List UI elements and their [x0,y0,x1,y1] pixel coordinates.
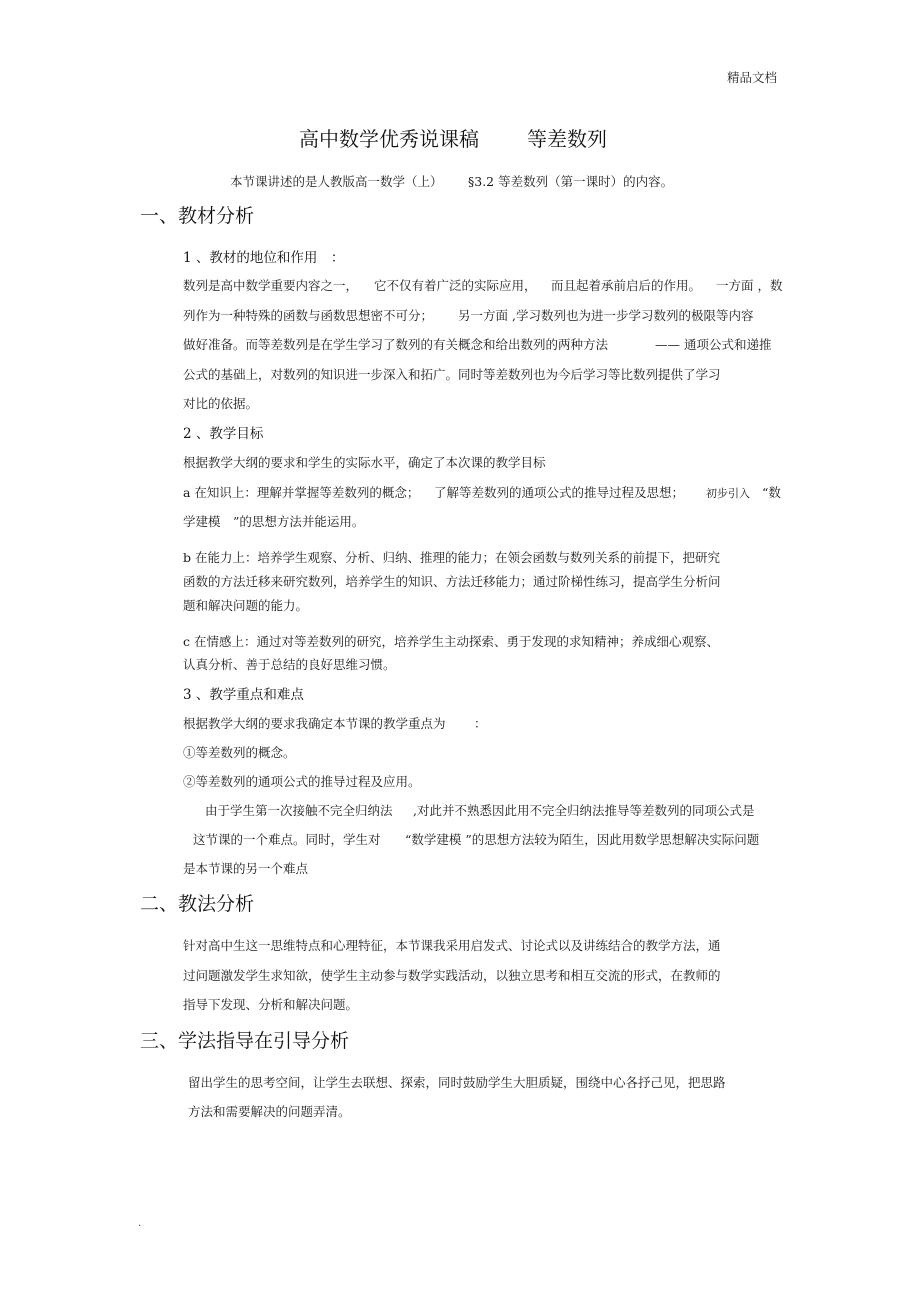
document-title-topic: 等差数列 [527,127,607,151]
goal-emotion: c 在情感上：通过对等差数列的研究，培养学生主动探索、勇于发现的求知精神；养成细心观察、 [183,634,719,649]
paragraph-line: 它不仅有着广泛的实际应用， [374,278,537,293]
difficulty-line: ,对此并不熟悉因此用不完全归纳法推导等差数列的同项公式是 [413,803,755,818]
key-point-item: ②等差数列的通项公式的推导过程及应用。 [183,774,421,789]
section-heading-3: 三、学法指导在引导分析 [140,1030,350,1052]
paragraph-line: 根据教学大纲的要求我确定本节课的教学重点为 [183,716,446,731]
paragraph-line: ： [474,716,487,731]
difficulty-line: 由于学生第一次接触不完全归纳法 [205,803,393,818]
paragraph-line: 而且起着承前启后的作用。 [551,278,702,293]
paragraph-line: 另一方面 ,学习数列也为进一步学习数列的极限等内容 [458,308,754,323]
paragraph-line: 对比的依据。 [183,396,259,411]
goal-knowledge: a 在知识上：理解并掌握等差数列的概念； [183,485,420,500]
key-point-item: ①等差数列的概念。 [183,745,296,760]
difficulty-line: “数学建模 ”的思想方法较为陌生，因此用数学思想解决实际问题 [405,832,760,847]
section-heading-1: 一、教材分析 [140,205,255,227]
paragraph-line: 方法和需要解决的问题弄清。 [188,1104,351,1119]
goal-knowledge: 了解等差数列的通项公式的推导过程及思想； [434,485,685,500]
paragraph-line: 指导下发现、分析和解决问题。 [183,997,359,1012]
intro-ref: §3.2 等差数列（第一课时）的内容。 [468,174,674,189]
paragraph-line: 公式的基础上，对数列的知识进一步深入和拓广。同时等差数列也为今后学习等比数列提供了学习 [183,367,721,382]
paragraph-line: —— 通项公式和递推 [655,337,772,352]
intro-text: 本节课讲述的是人教版高一数学（上） [230,174,443,189]
goal-ability: 函数的方法迁移来研究数列，培养学生的知识、方法迁移能力；通过阶梯性练习，提高学生分析问 [183,574,721,589]
paragraph-line: 一方面 ，数 [716,278,783,293]
goal-ability: b 在能力上：培养学生观察、分析、归纳、推理的能力；在领会函数与数列关系的前提下，把研究 [183,550,720,565]
paragraph-line: 过问题激发学生求知欲，使学生主动参与数学实践活动，以独立思考和相互交流的形式，在教师的 [183,968,721,983]
subheading-1-3: 3 、教学重点和难点 [183,687,304,703]
goal-ability: 题和解决问题的能力。 [183,598,309,613]
goal-knowledge: 初步引入 [706,487,750,500]
subheading-1-1: 1 、教材的地位和作用 ： [183,250,345,266]
goal-knowledge: 学建模 ”的思想方法并能运用。 [183,514,365,529]
paragraph-line: 做好准备。而等差数列是在学生学习了数列的有关概念和给出数列的两种方法 [183,337,609,352]
page-header: 精品文档 [727,70,778,85]
difficulty-line: 这节课的一个难点。同时，学生对 [193,832,381,847]
paragraph-line: 列作为一种特殊的函数与函数思想密不可分； [183,308,434,323]
goal-knowledge: “数 [762,485,781,500]
section-heading-2: 二、教法分析 [140,893,255,915]
paragraph-line: 数列是高中数学重要内容之一， [183,278,359,293]
paragraph-line: 根据教学大纲的要求和学生的实际水平，确定了本次课的教学目标 [183,455,546,470]
difficulty-line: 是本节课的另一个难点 [183,861,309,876]
paragraph-line: 针对高中生这一思维特点和心理特征，本节课我采用启发式、讨论式以及讲练结合的教学方法，通 [183,938,721,953]
goal-emotion: 认真分析、善于总结的良好思维习惯。 [183,657,396,672]
footer-mark: . [138,1218,142,1229]
subheading-1-2: 2 、教学目标 [183,426,264,442]
document-title: 高中数学优秀说课稿 [299,127,479,151]
paragraph-line: 留出学生的思考空间，让学生去联想、探索，同时鼓励学生大胆质疑，围绕中心各抒己见，把思路 [188,1075,726,1090]
